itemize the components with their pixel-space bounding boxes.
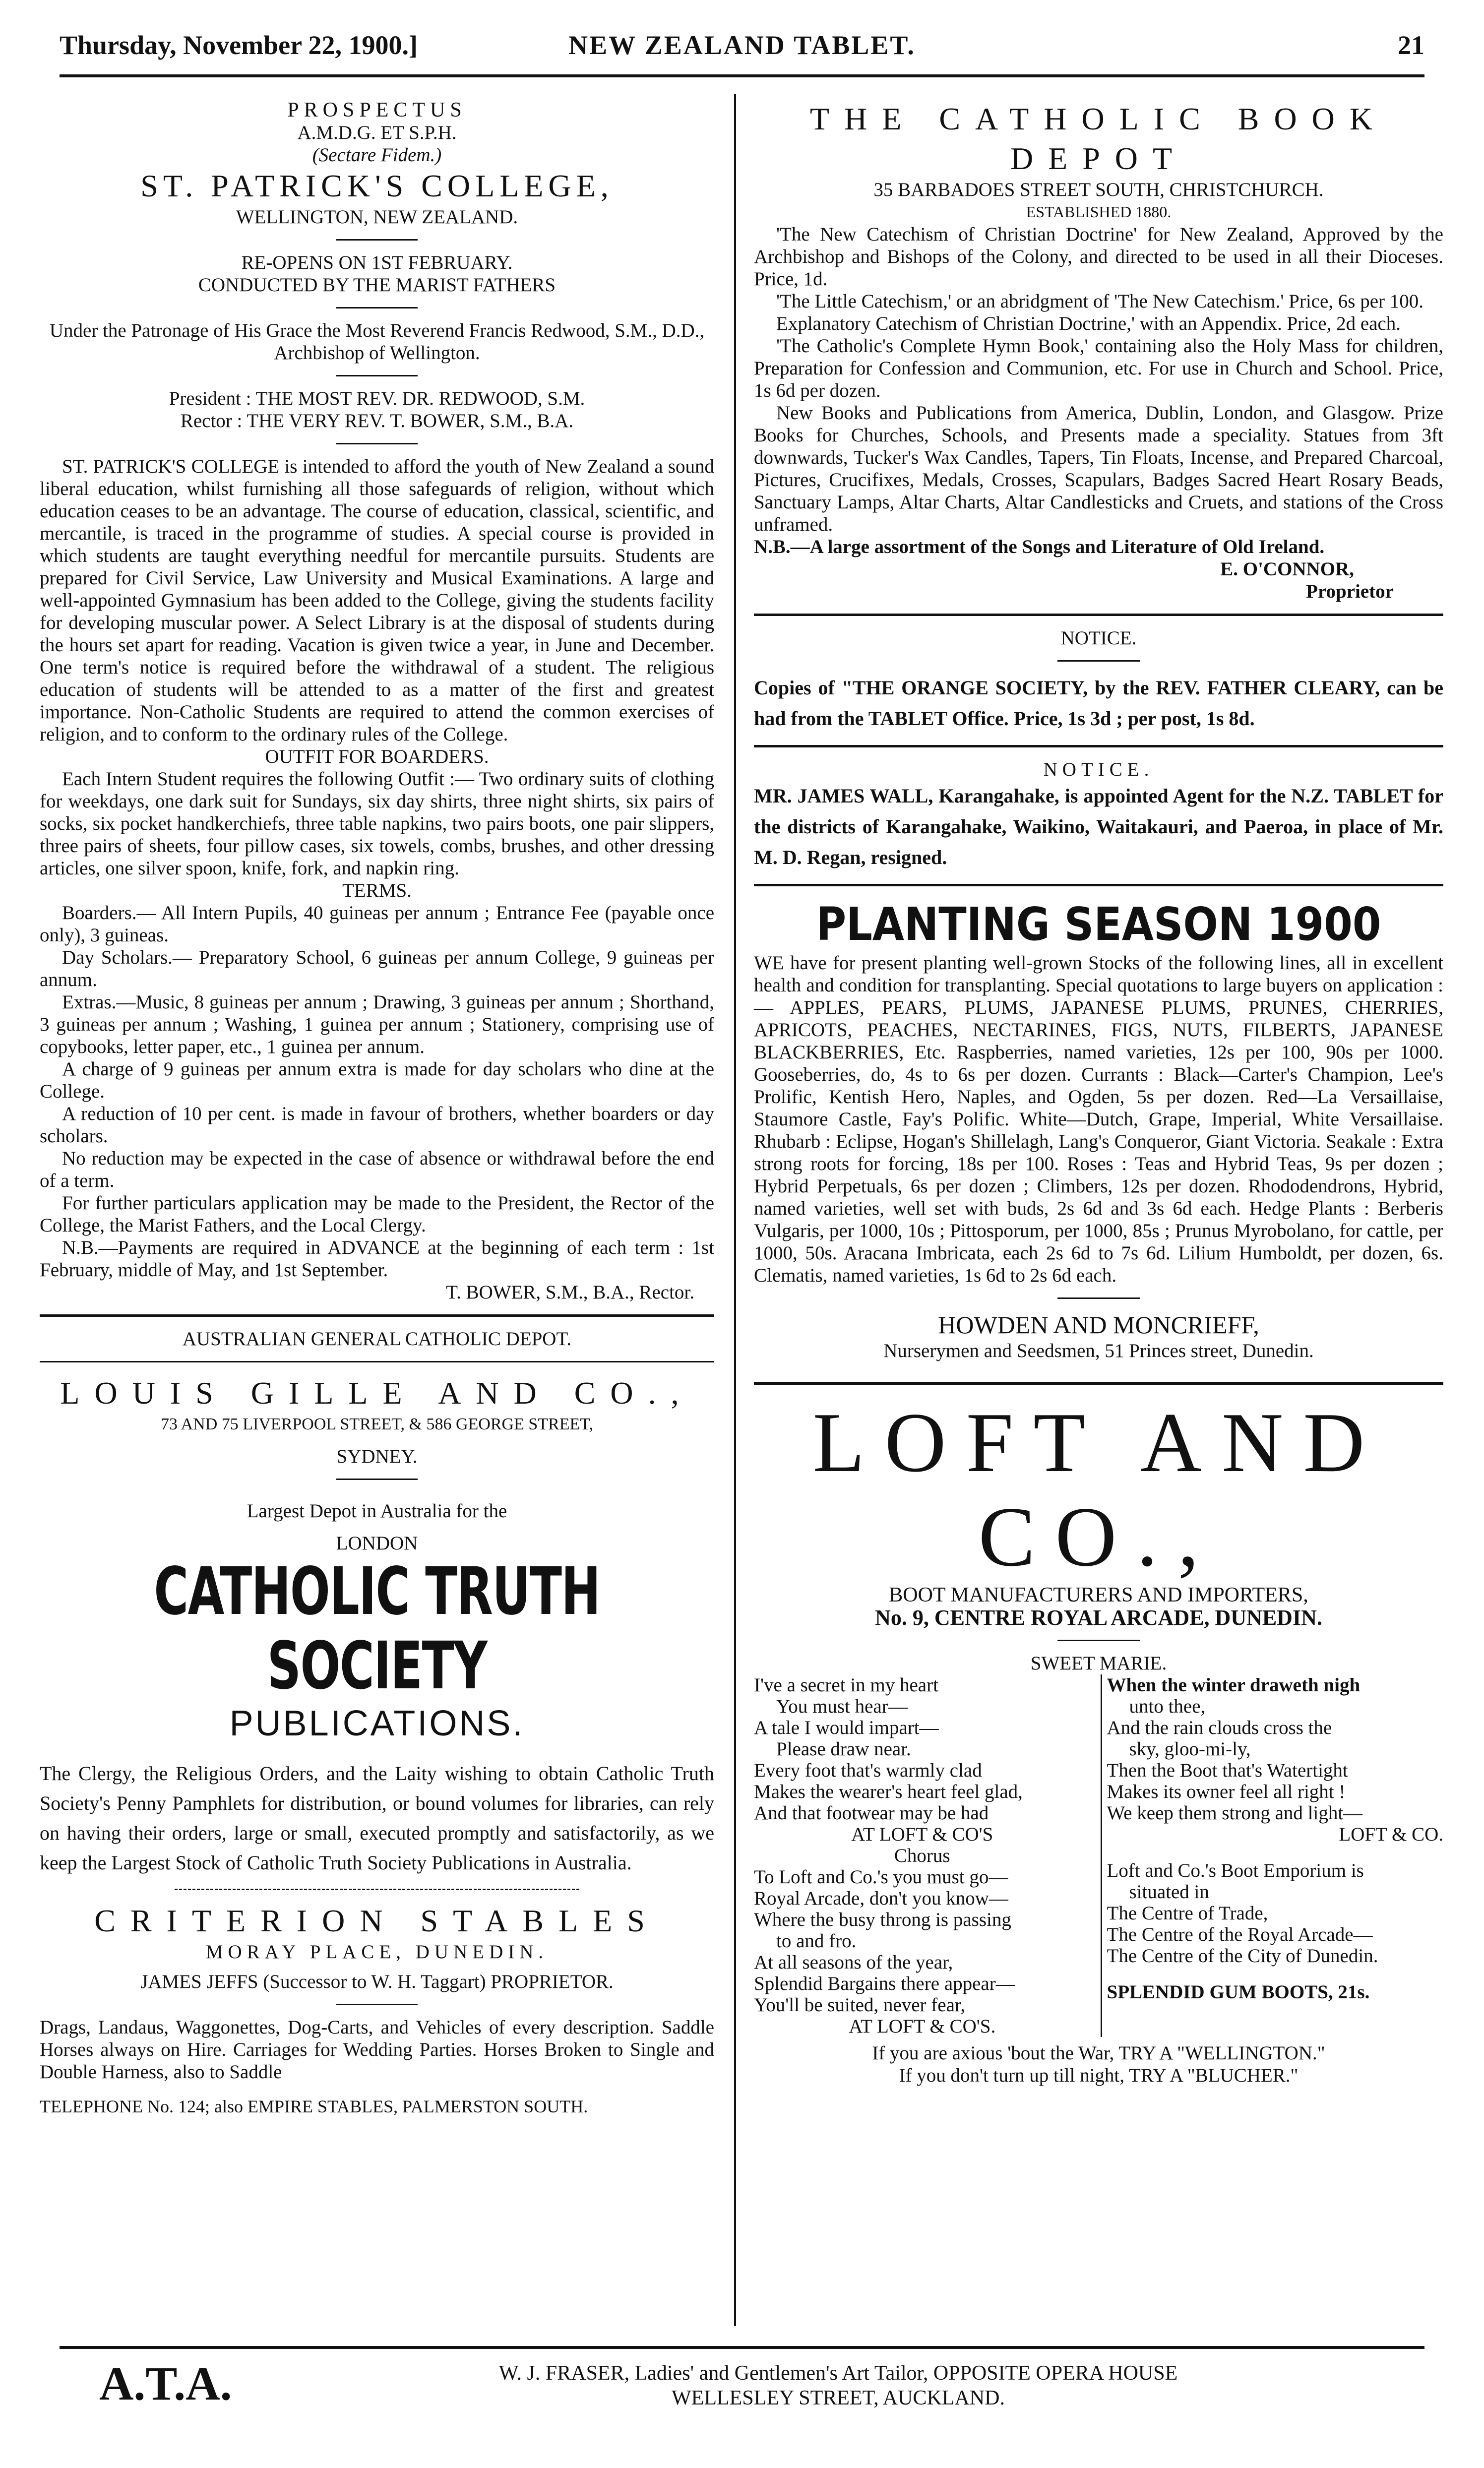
poem-line: Splendid Bargains there appear—: [754, 1973, 1015, 1994]
rector: Rector : THE VERY REV. T. BOWER, S.M., B.A.: [180, 410, 574, 432]
poem-line: Royal Arcade, don't you know—: [754, 1888, 1008, 1909]
depot-established: ESTABLISHED 1880.: [1026, 203, 1172, 221]
howden-name: HOWDEN AND MONCRIEFF,: [938, 1311, 1259, 1339]
president: President : THE MOST REV. DR. REDWOOD, S.M.: [169, 388, 585, 409]
telephone: TELEPHONE No. 124; also EMPIRE STABLES, PALMERSTON SOUTH.: [40, 2097, 588, 2116]
terms-item: Day Scholars.— Preparatory School, 6 guineas per annum College, 9 guineas per annum.: [40, 947, 714, 990]
poem-line: And the rain clouds cross the: [1107, 1717, 1332, 1738]
poem-line: Every foot that's warmly clad: [754, 1760, 982, 1781]
war-line-2: If you don't turn up till night, TRY A "BLUCHER.": [899, 2065, 1298, 2086]
depot-item: Explanatory Catechism of Christian Doctrine,' with an Appendix. Price, 2d each.: [776, 313, 1401, 334]
footer-rule: [60, 2346, 1424, 2349]
notice1-heading: NOTICE.: [1060, 627, 1137, 649]
newspaper-title: NEW ZEALAND TABLET.: [568, 30, 916, 60]
criterion-name: CRITERION STABLES: [94, 1903, 660, 1938]
depot-owner: E. O'CONNOR,: [1220, 558, 1354, 580]
poem-line: Loft and Co.'s Boot Emporium is: [1107, 1860, 1364, 1881]
poem-line: sky, gloo-mi-ly,: [1129, 1738, 1251, 1760]
depot-item: 'The New Catechism of Christian Doctrine' for New Zealand, Approved by the Archbishop and Bishops of the Colony, and directed to be used in all their Dioceses. Price, 1d.: [754, 224, 1443, 290]
depot-name: THE CATHOLIC BOOK DEPOT: [809, 101, 1388, 176]
criterion-address: MORAY PLACE, DUNEDIN.: [205, 1941, 549, 1963]
criterion-body: Drags, Landaus, Waggonettes, Dog-Carts, and Vehicles of every description. Saddle Horses always on Hire. Carriages for Wedding Parties. Horses Broken to Single and Double Harness, also to Saddle: [40, 2017, 714, 2083]
header-rule: [60, 74, 1424, 77]
college-intro: ST. PATRICK'S COLLEGE is intended to afford the youth of New Zealand a sound liberal education, whilst furnishing all those safeguards of religion, without which education ceases to be an advantage. The course of education, classical, scientific, and mercantile, is traced in the programme of studies. A special course is provided in which students are taught everything needful for mercantile pursuits. Students are prepared for Civil Service, Law University and Musical Examinations. A large and well-appointed Gymnasium has been added to the College, giving the students facility for developing muscular power. A Select Library is at the disposal of students during the hours set apart for reading. Vacation is given twice a year, in June and December. One term's notice is required before the withdrawal of a student. The religious education of students will be attended to as a matter of the first and greatest importance. Non-Catholic Students are required to attend the common exercises of religion, and to conform to the ordinary rules of the College.: [40, 456, 714, 745]
planting-title: PLANTING SEASON 1900: [816, 898, 1381, 951]
howden-trade: Nurserymen and Seedsmen, 51 Princes street, Dunedin.: [883, 1340, 1314, 1361]
right-column: [754, 99, 1443, 2087]
notice1-body: Copies of "THE ORANGE SOCIETY, by the REV. FATHER CLEARY, can be had from the TABLET Office. Price, 1s 3d ; per post, 1s 8d.: [754, 677, 1443, 730]
poem-line: We keep them strong and light—: [1107, 1802, 1363, 1824]
depot-address: 35 BARBADOES STREET SOUTH, CHRISTCHURCH.: [873, 179, 1324, 200]
cts-title: CATHOLIC TRUTH SOCIETY: [154, 1553, 600, 1704]
cts-publications: PUBLICATIONS.: [229, 1704, 525, 1743]
poem-line: Chorus: [894, 1845, 950, 1866]
terms-item: For further particulars application may be made to the President, the Rector of the College, the Marist Fathers, and the Local Clergy.: [40, 1192, 714, 1236]
poem: [754, 1674, 1443, 2037]
page-header: [60, 30, 1424, 74]
depot-owner-title: Proprietor: [1306, 581, 1394, 602]
poem-line: When the winter draweth nigh: [1107, 1674, 1360, 1696]
largest-depot: Largest Depot in Australia for the: [247, 1500, 507, 1522]
outfit-text: Each Intern Student requires the following Outfit :— Two ordinary suits of clothing for weekdays, one dark suit for Sundays, six day shirts, three night shirts, six pairs of socks, six pocket handkerchiefs, three table napkins, two pairs boots, one pair slippers, three pairs of sheets, four pillow cases, six towels, combs, brushes, and other dressing articles, one silver spoon, knife, fork, and napkin ring.: [40, 768, 714, 879]
column-divider: [734, 94, 736, 2326]
loft-title: LOFT AND CO.,: [812, 1396, 1385, 1584]
depot-item: 'The Catholic's Complete Hymn Book,' containing also the Holy Mass for children, Preparation for Confession and Communion, etc. For use in Church and School. Price, 1s 6d per dozen.: [754, 335, 1443, 401]
poem-line: Makes the wearer's heart feel glad,: [754, 1781, 1023, 1802]
notice2-body: MR. JAMES WALL, Karangahake, is appointed Agent for the N.Z. TABLET for the districts of Karangahake, Waikino, Waitakauri, and Paeroa, in place of Mr. M. D. Regan, resigned.: [754, 785, 1443, 868]
poem-line: You must hear—: [776, 1696, 908, 1717]
gille-address: 73 AND 75 LIVERPOOL STREET, & 586 GEORGE STREET,: [161, 1415, 593, 1433]
poem-line: And that footwear may be had: [754, 1802, 989, 1824]
terms-item: Boarders.— All Intern Pupils, 40 guineas per annum ; Entrance Fee (payable once only), 3 guineas.: [40, 902, 714, 946]
patronage: Under the Patronage of His Grace the Most Reverend Francis Redwood, S.M., D.D., Archbishop of Wellington.: [49, 320, 705, 364]
ata-logo: A.T.A.: [99, 2357, 232, 2410]
poem-line: The Centre of the Royal Arcade—: [1107, 1924, 1373, 1945]
terms-item: No reduction may be expected in the case of absence or withdrawal before the end of a term.: [40, 1148, 714, 1191]
college-name: ST. PATRICK'S COLLEGE,: [140, 168, 614, 203]
page-number: 21: [1398, 30, 1424, 60]
conducted-by: CONDUCTED BY THE MARIST FATHERS: [198, 274, 556, 296]
footer-line-1: W. J. FRASER, Ladies' and Gentlemen's Art Tailor, OPPOSITE OPERA HOUSE: [498, 2362, 1178, 2385]
footer-text: [367, 2361, 1309, 2410]
poem-line: situated in: [1129, 1881, 1209, 1903]
college-location: WELLINGTON, NEW ZEALAND.: [236, 206, 518, 228]
terms-item: N.B.—Payments are required in ADVANCE at the beginning of each term : 1st February, middle of May, and 1st September.: [40, 1237, 714, 1281]
poem-left-column: [754, 1674, 1091, 2037]
gille-name: LOUIS GILLE AND CO.,: [60, 1375, 694, 1411]
poem-line: unto thee,: [1129, 1696, 1206, 1717]
poem-line: AT LOFT & CO'S: [851, 1824, 993, 1845]
poem-line: You'll be suited, never fear,: [754, 1994, 966, 2016]
poem-line: The Centre of the City of Dunedin.: [1107, 1945, 1378, 1967]
cts-body: The Clergy, the Religious Orders, and the Laity wishing to obtain Catholic Truth Society's Penny Pamphlets for distribution, or bound volumes for libraries, can rely on having their orders, large or small, executed promptly and satisfactorily, as we keep the Largest Stock of Catholic Truth Society Publications in Australia.: [40, 1762, 714, 1874]
poem-line: SPLENDID GUM BOOTS, 21s.: [1107, 1981, 1370, 2003]
poem-line: AT LOFT & CO'S.: [849, 2016, 996, 2037]
war-line-1: If you are axious 'bout the War, TRY A "WELLINGTON.": [872, 2042, 1325, 2064]
poem-line: Makes its owner feel all right !: [1107, 1781, 1346, 1802]
amdg: A.M.D.G. ET S.P.H.: [297, 122, 457, 143]
terms-item: A charge of 9 guineas per annum extra is made for day scholars who dine at the College.: [40, 1058, 714, 1102]
planting-body: WE have for present planting well-grown Stocks of the following lines, all in excellent health and condition for transplanting. Special quotations to large buyers on application :— APPLES, PEARS, PLUMS, JAPANESE PLUMS, PRUNES, CHERRIES, APRICOTS, PEACHES, NECTARINES, FIGS, NUTS, FILBERTS, JAPANESE BLACKBERRIES, Etc. Raspberries, named varieties, 12s per 100, 90s per 1000. Gooseberries, do, 4s to 6s per dozen. Currants : Black—Carter's Champion, Lee's Prolific, Kentish Hero, Naples, and Ogden, 5s per dozen. Red—La Versaillaise, Staumore Castle, Fay's Polific. White—Dutch, Grape, Imperial, White Versaillaise. Rhubarb : Eclipse, Hogan's Shillelagh, Lang's Conqueror, Giant Victoria. Seakale : Extra strong roots for forcing, 18s per 100. Roses : Teas and Hybrid Teas, 9s per dozen ; Hybrid Perpetuals, 6s per dozen ; Climbers, 12s per dozen. Rhododendrons, Hybrid, named varieties, well set with buds, 2s 6d and 3s 6d each. Hedge Plants : Berberis Vulgaris, per 1000, 10s ; Pittosporum, per 1000, 85s ; Prunus Myrobolano, for cattle, per 1000, 50s. Aracana Imbricata, each 2s 6d to 7s 6d. Lilium Humboldt, per dozen, 6s. Clematis, named varieties, 1s 6d to 2s 6d each.: [754, 952, 1443, 1286]
poem-title: SWEET MARIE.: [1030, 1653, 1167, 1674]
outfit-heading: OUTFIT FOR BOARDERS.: [265, 746, 489, 767]
poem-line: Where the busy throng is passing: [754, 1909, 1011, 1930]
poem-line: Please draw near.: [776, 1738, 911, 1760]
issue-date: Thursday, November 22, 1900.]: [60, 30, 418, 60]
loft-trade: BOOT MANUFACTURERS AND IMPORTERS,: [889, 1584, 1308, 1606]
depot-item: 'The Little Catechism,' or an abridgment of 'The New Catechism.' Price, 6s per 100.: [776, 291, 1423, 312]
motto: (Sectare Fidem.): [312, 144, 442, 166]
gille-city: SYDNEY.: [336, 1446, 418, 1467]
poem-line: to and fro.: [776, 1930, 857, 1952]
signature: T. BOWER, S.M., B.A., Rector.: [446, 1282, 694, 1303]
terms-heading: TERMS.: [342, 880, 412, 901]
agcd-heading: AUSTRALIAN GENERAL CATHOLIC DEPOT.: [182, 1328, 572, 1350]
london: LONDON: [336, 1533, 418, 1554]
poem-line: To Loft and Co.'s you must go—: [754, 1866, 1008, 1888]
reopens: RE-OPENS ON 1ST FEBRUARY.: [241, 252, 513, 273]
footer-line-2: WELLESLEY STREET, AUCKLAND.: [672, 2387, 1005, 2409]
criterion-proprietor: JAMES JEFFS (Successor to W. H. Taggart) PROPRIETOR.: [140, 1971, 614, 1992]
prospectus-heading: PROSPECTUS: [287, 99, 467, 122]
terms-item: A reduction of 10 per cent. is made in favour of brothers, whether boarders or day scholars.: [40, 1103, 714, 1147]
poem-right-column: [1101, 1674, 1444, 2037]
depot-nb: N.B.—A large assortment of the Songs and Literature of Old Ireland.: [754, 536, 1325, 557]
poem-line: Then the Boot that's Watertight: [1107, 1760, 1348, 1781]
footer: [60, 2351, 1424, 2420]
loft-address: No. 9, CENTRE ROYAL ARCADE, DUNEDIN.: [875, 1605, 1322, 1630]
poem-line: I've a secret in my heart: [754, 1674, 938, 1696]
depot-item: New Books and Publications from America, Dublin, London, and Glasgow. Prize Books for Churches, Schools, and Presents made a speciality. Statues from 3ft downwards, Tucker's Wax Candles, Tapers, Tin Floats, Incense, and Prepared Charcoal, Pictures, Crucifixes, Medals, Crosses, Scapulars, Badges Sacred Heart Rosary Beads, Sanctuary Lamps, Altar Charts, Altar Candlesticks and Cruets, and stations of the Cross unframed.: [754, 402, 1443, 535]
poem-line: At all seasons of the year,: [754, 1952, 953, 1973]
terms-item: Extras.—Music, 8 guineas per annum ; Drawing, 3 guineas per annum ; Shorthand, 3 guineas per annum ; Washing, 1 guinea per annum ; Stationery, comprising use of copybooks, letter paper, etc., 1 guinea per annum.: [40, 991, 714, 1057]
left-column: [40, 99, 714, 2118]
poem-line: LOFT & CO.: [1339, 1824, 1443, 1845]
notice2-heading: NOTICE.: [1043, 759, 1154, 780]
poem-line: The Centre of Trade,: [1107, 1903, 1268, 1924]
poem-line: A tale I would impart—: [754, 1717, 939, 1738]
